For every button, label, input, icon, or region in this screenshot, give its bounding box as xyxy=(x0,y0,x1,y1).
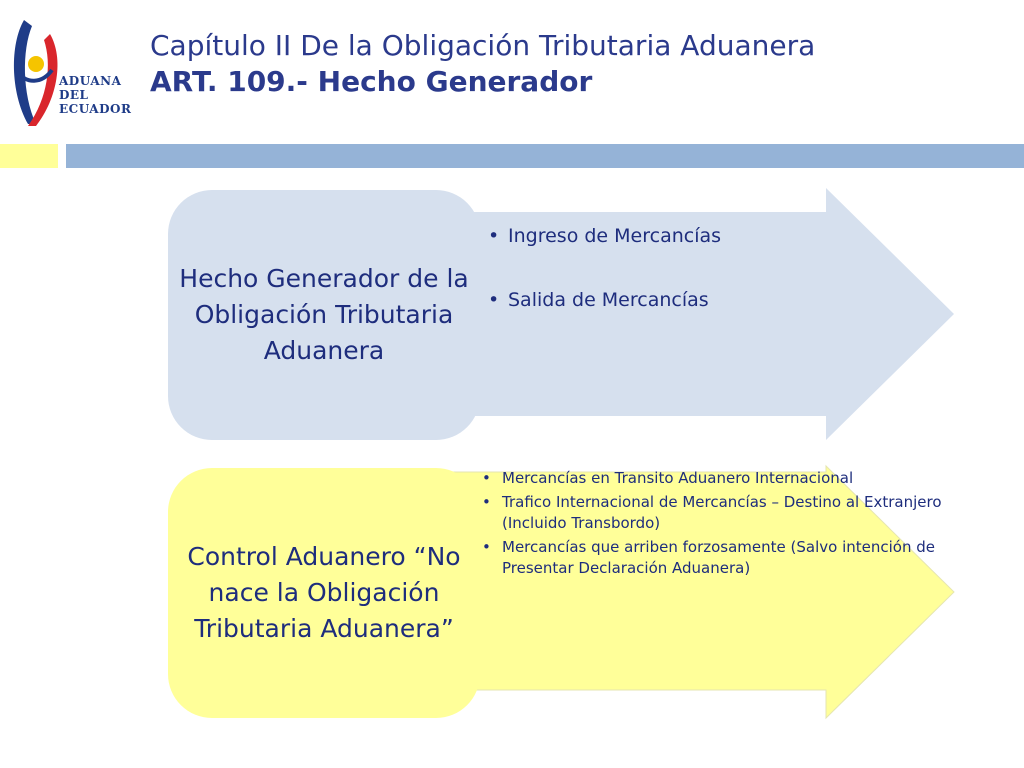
bullet-list-hecho-generador xyxy=(486,222,786,350)
list-item: • Mercancías en Transito Aduanero Internacional xyxy=(480,468,950,489)
bullet-list-control-aduanero xyxy=(480,468,950,582)
logo-line-aduana: ADUANA xyxy=(59,74,122,88)
title-chapter: Capítulo II De la Obligación Tributaria Aduanera xyxy=(150,29,816,62)
box-hecho-generador-text: Hecho Generador de la Obligación Tributaria Aduanera xyxy=(179,264,469,365)
box-hecho-generador xyxy=(168,190,480,440)
title-article: ART. 109.- Hecho Generador xyxy=(150,65,593,98)
list-item: • Mercancías que arriben forzosamente (Salvo intención de Presentar Declaración Aduanera) xyxy=(480,537,950,579)
logo-line-del: DEL xyxy=(59,88,89,102)
logo-line-ecuador: ECUADOR xyxy=(59,102,132,116)
box-control-aduanero xyxy=(168,468,480,718)
list-item: • Salida de Mercancías xyxy=(486,286,786,314)
box-control-aduanero-text: Control Aduanero “No nace la Obligación Tributaria Aduanera” xyxy=(187,542,461,643)
list-item: • Trafico Internacional de Mercancías – Destino al Extranjero (Incluido Transbordo) xyxy=(480,492,950,534)
list-item: • Ingreso de Mercancías xyxy=(486,222,786,250)
